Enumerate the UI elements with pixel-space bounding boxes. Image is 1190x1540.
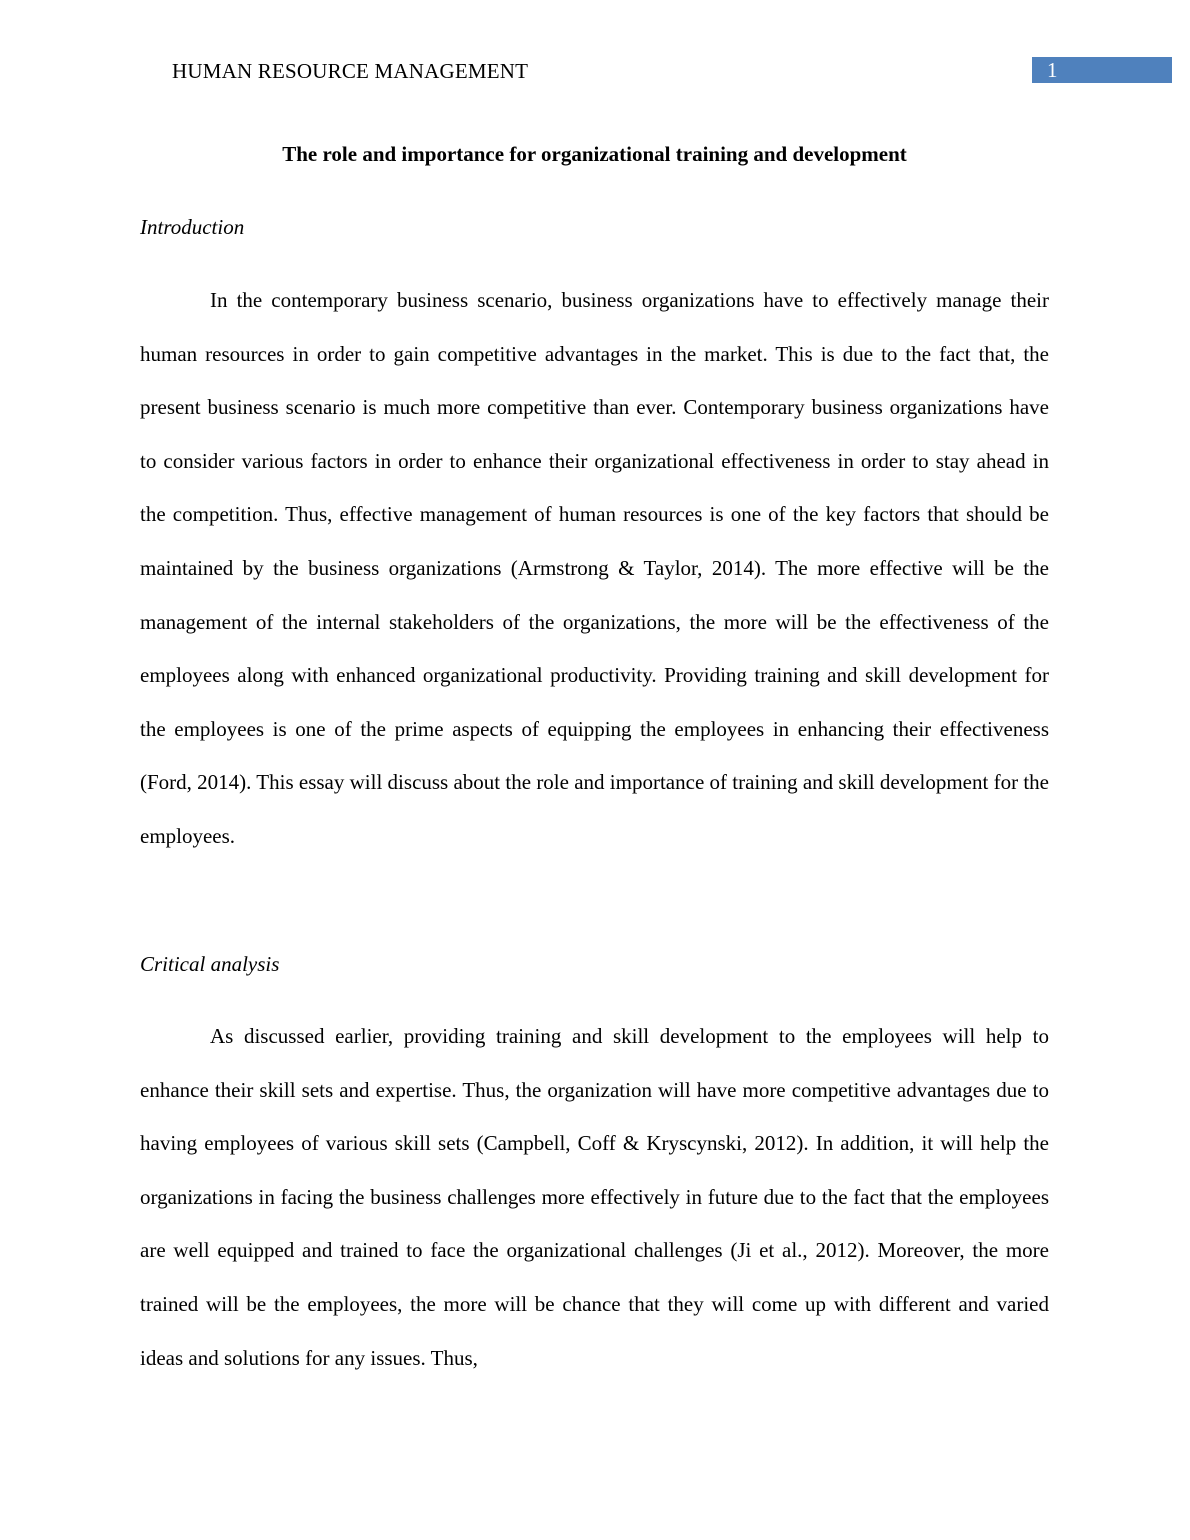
paragraph-introduction: In the contemporary business scenario, business organizations have to effectively manage their human resources in order to gain competitive advantages in the market. This is due to the fact that, the present business scenario is much more competitive than ever. Contemporary business organizations have to consider various factors in order to enhance their organizational effectiveness in order to stay ahead in the competition. Thus, effective management of human resources is one of the key factors that should be maintained by the business organizations (Armstrong & Taylor, 2014). The more effective will be the management of the internal stakeholders of the organizations, the more will be the effectiveness of the employees along with enhanced organizational productivity. Providing training and skill development for the employees is one of the prime aspects of equipping the employees in enhancing their effectiveness (Ford, 2014). This essay will discuss about the role and importance of training and skill development for the employees. (140, 288, 1049, 848)
page-number-badge (1032, 57, 1172, 83)
document-title: The role and importance for organizational training and development (282, 142, 907, 166)
paragraph-critical-analysis: As discussed earlier, providing training and skill development to the employees will help to enhance their skill sets and expertise. Thus, the organization will have more competitive advantages due to having employees of various skill sets (Campbell, Coff & Kryscynski, 2012). In addition, it will help the organizations in facing the business challenges more effectively in future due to the fact that the employees are well equipped and trained to face the organizational challenges (Ji et al., 2012). Moreover, the more trained will be the employees, the more will be chance that they will come up with different and varied ideas and solutions for any issues. Thus, (140, 1024, 1049, 1370)
section-heading-introduction: Introduction (140, 215, 245, 239)
page-number: 1 (1047, 58, 1058, 82)
section-heading-critical-analysis: Critical analysis (140, 952, 280, 976)
running-head: HUMAN RESOURCE MANAGEMENT (172, 59, 529, 83)
